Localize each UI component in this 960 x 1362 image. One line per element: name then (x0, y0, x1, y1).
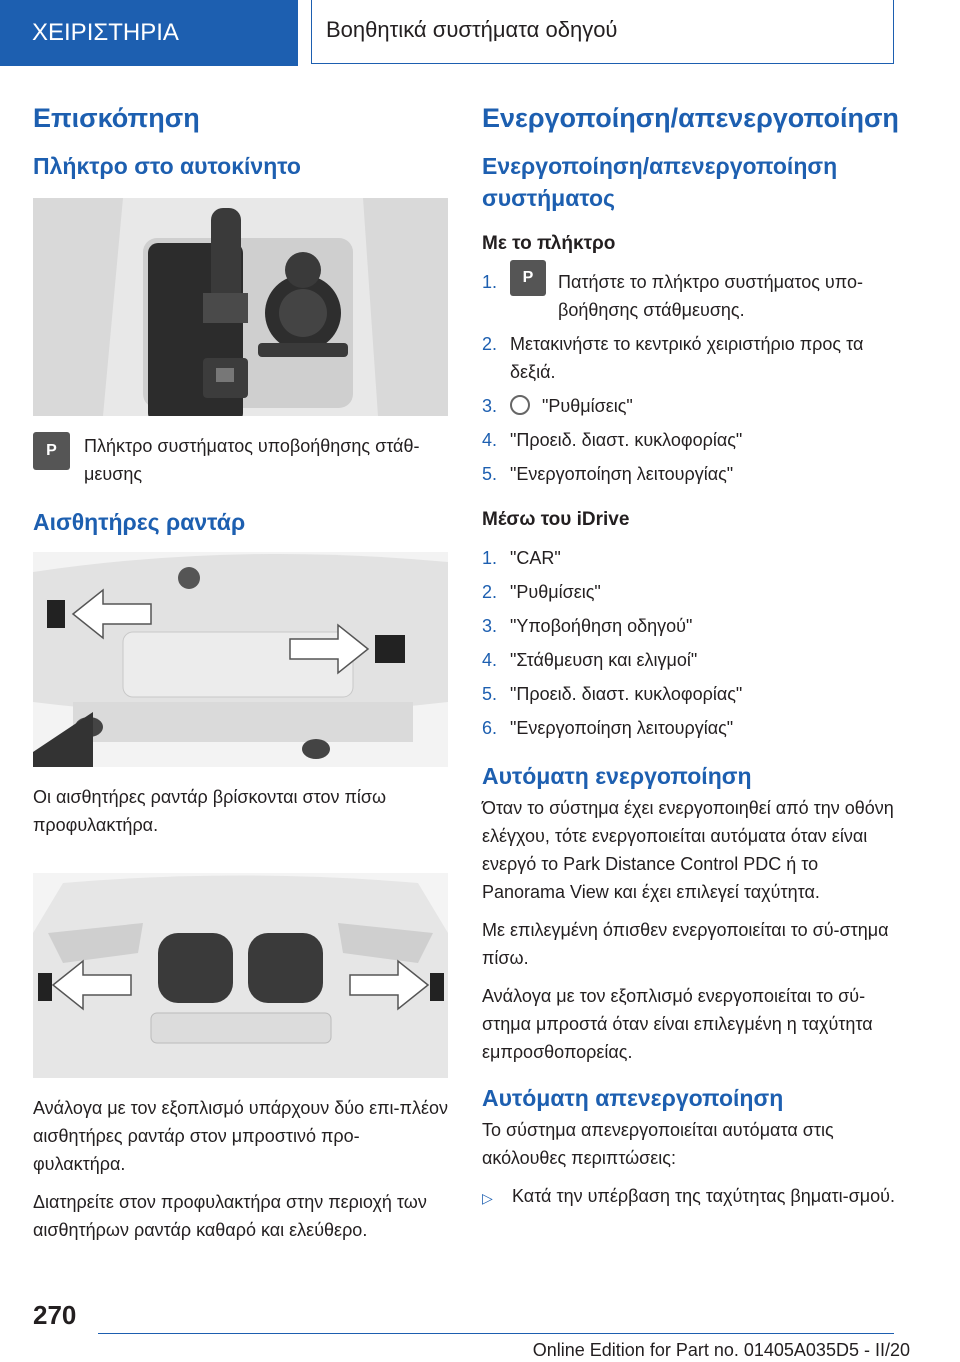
list-item: 4. "Προειδ. διαστ. κυκλοφορίας" (482, 426, 902, 454)
header-section: ΧΕΙΡΙΣΤΗΡΙΑ (0, 0, 298, 66)
button-caption (33, 432, 448, 488)
list-item: 3. "Υποβοήθηση οδηγού" (482, 612, 902, 640)
right-column (482, 100, 902, 1212)
idrive-steps-list (482, 544, 902, 742)
auto-on-text-3: Ανάλογα με τον εξοπλισμό ενεργοποιείται το σύ-στημα μπροστά όταν είναι επιλεγμένη η ταχύτητα εμπροσθοπορείας. (482, 986, 873, 1062)
keep-clean-text: Διατηρείτε στον προφυλακτήρα στην περιοχή των αισθητήρων ραντάρ καθαρό και ελεύθερο. (33, 1192, 427, 1240)
list-item: 1. "CAR" (482, 544, 902, 572)
system-on-off-heading: Ενεργοποίηση/απενεργοποίηση συστήματος (482, 153, 838, 211)
auto-on-text-2: Με επιλεγμένη όπισθεν ενεργοποιείται το σύ-στημα πίσω. (482, 920, 889, 968)
left-column (33, 100, 448, 1254)
rear-sensors-text: Οι αισθητήρες ραντάρ βρίσκονται στον πίσω προφυλακτήρα. (33, 787, 387, 835)
rear-car-illustration (33, 552, 448, 767)
footer-divider (98, 1333, 894, 1334)
list-item: 1. P Πατήστε το πλήκτρο συστήματος υπο-βοήθησης στάθμευσης. (482, 268, 902, 324)
center-console-image (33, 198, 448, 416)
center-console-illustration (33, 198, 448, 416)
list-item: 4. "Στάθμευση και ελιγμοί" (482, 646, 902, 674)
step-text: Πατήστε το πλήκτρο συστήματος υπο-βοήθησης στάθμευσης. (558, 272, 863, 320)
step-text: "CAR" (510, 548, 561, 568)
list-item: 5. "Ενεργοποίηση λειτουργίας" (482, 460, 902, 488)
with-button-heading: Με το πλήκτρο (482, 233, 616, 254)
radar-sensors-heading: Αισθητήρες ραντάρ (33, 509, 246, 535)
on-off-title: Ενεργοποίηση/απενεργοποίηση (482, 103, 899, 133)
park-assist-icon: P (33, 432, 70, 470)
overview-title: Επισκόπηση (33, 103, 200, 133)
edition-note: Online Edition for Part no. 01405A035D5 - II/20 (532, 1340, 910, 1360)
list-item: 6. "Ενεργοποίηση λειτουργίας" (482, 714, 902, 742)
list-item: 2. "Ρυθμίσεις" (482, 578, 902, 606)
step-text: "Ρυθμίσεις" (542, 396, 633, 416)
step-text: "Προειδ. διαστ. κυκλοφορίας" (510, 430, 743, 450)
auto-on-text-1: Όταν το σύστημα έχει ενεργοποιηθεί από την οθόνη ελέγχου, τότε ενεργοποιείται αυτόματα όταν είναι ενεργό το Park Distance Control PDC ή το Panorama View και έχει επιλεγεί ταχύτητα. (482, 798, 894, 902)
auto-activation-heading: Αυτόματη ενεργοποίηση (482, 763, 752, 789)
step-text: "Ενεργοποίηση λειτουργίας" (510, 464, 734, 484)
page-number: 270 (33, 1300, 77, 1330)
list-item: 5. "Προειδ. διαστ. κυκλοφορίας" (482, 680, 902, 708)
gear-icon (510, 395, 530, 415)
button-steps-list (482, 268, 902, 488)
via-idrive-heading: Μέσω του iDrive (482, 509, 630, 530)
rear-bumper-image (33, 552, 448, 767)
list-item (482, 1182, 902, 1212)
triangle-bullet-icon: ▷ (482, 1190, 493, 1206)
step-text: Μετακινήστε το κεντρικό χειριστήριο προς τα δεξιά. (510, 334, 864, 382)
step-text: "Υποβοήθηση οδηγού" (510, 616, 693, 636)
auto-off-text: Το σύστημα απενεργοποιείται αυτόματα στις ακόλουθες περιπτώσεις: (482, 1120, 834, 1168)
list-item: 3. "Ρυθμίσεις" (482, 396, 633, 416)
bullet-text: Κατά την υπέρβαση της ταχύτητας βηματι-σμού. (512, 1186, 895, 1206)
auto-deactivation-heading: Αυτόματη απενεργοποίηση (482, 1085, 784, 1111)
step-text: "Ρυθμίσεις" (510, 582, 601, 602)
step-text: "Στάθμευση και ελιγμοί" (510, 650, 698, 670)
step-text: "Προειδ. διαστ. κυκλοφορίας" (510, 684, 743, 704)
header-chapter: Βοηθητικά συστήματα οδηγού (311, 0, 894, 64)
caption-text: Πλήκτρο συστήματος υποβοήθησης στάθ-μευσης (84, 436, 420, 484)
list-item: 2. Μετακινήστε το κεντρικό χειριστήριο προς τα δεξιά. (482, 330, 902, 386)
button-in-car-heading: Πλήκτρο στο αυτοκίνητο (33, 153, 301, 179)
step-text: "Ενεργοποίηση λειτουργίας" (510, 718, 734, 738)
park-assist-icon: P (510, 260, 546, 296)
front-sensors-text: Ανάλογα με τον εξοπλισμό υπάρχουν δύο επι-πλέον αισθητήρες ραντάρ στον μπροστινό προ-φυλακτήρα. (33, 1098, 449, 1174)
front-car-illustration (33, 873, 448, 1078)
front-bumper-image (33, 873, 448, 1078)
